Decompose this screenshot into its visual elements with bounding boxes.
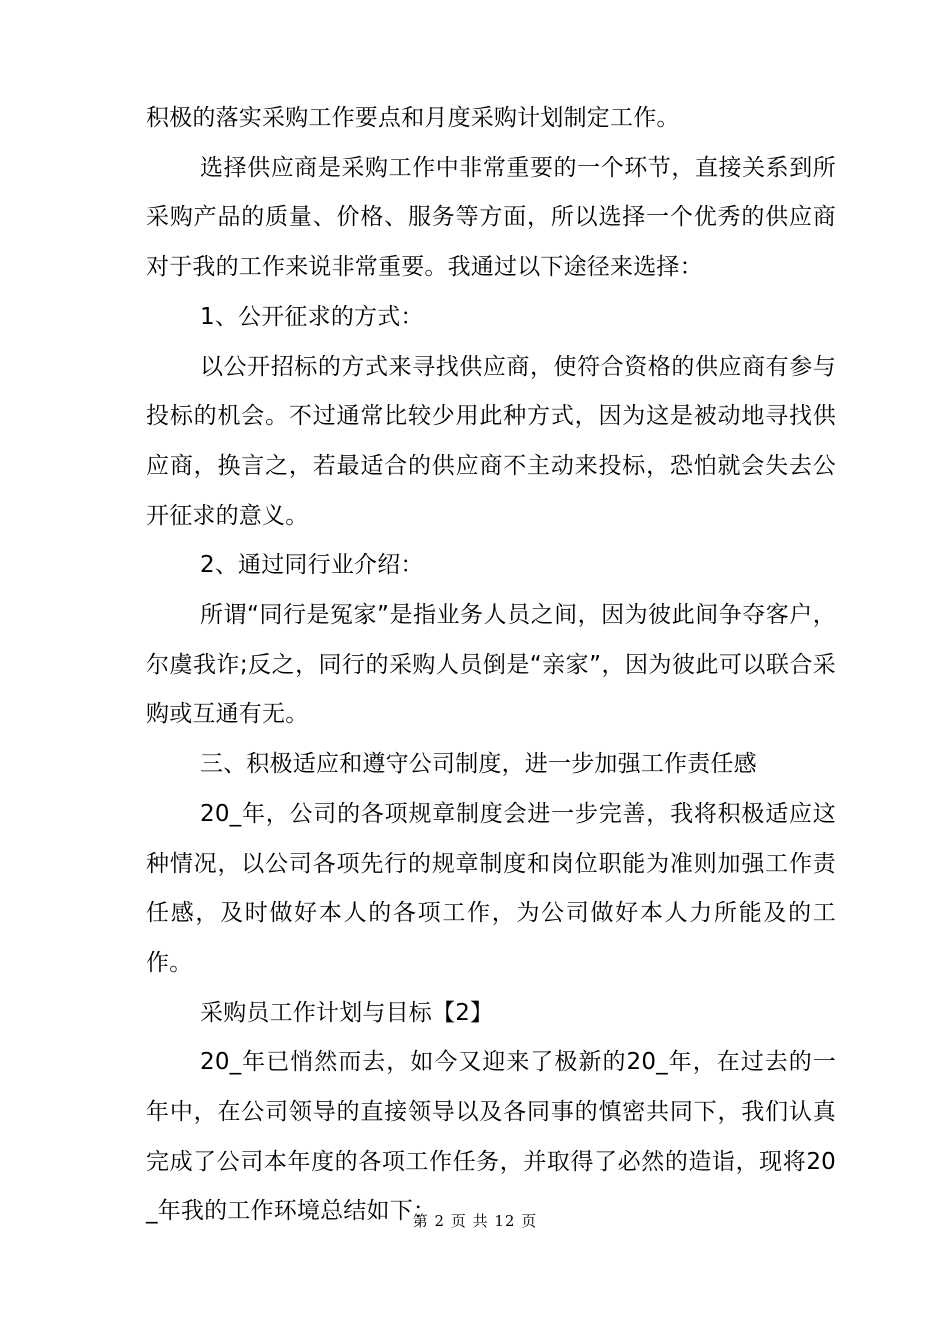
article-title: 采购员工作计划与目标【2】	[200, 999, 494, 1026]
paragraph: 选择供应商是采购工作中非常重要的一个环节，直接关系到所采购产品的质量、价格、服务等方面，所以选择一个优秀的供应商对于我的工作来说非常重要。我通过以下途径来选择：	[146, 154, 836, 281]
paragraph: 积极的落实采购工作要点和月度采购计划制定工作。	[146, 105, 680, 131]
paragraph: 20_年已悄然而去，如今又迎来了极新的20_年，在过去的一年中，在公司领导的直接领导以及各同事的慎密共同下，我们认真完成了公司本年度的各项工作任务，并取得了必然的造诣，现将20_年我的工作环境总结如下：	[146, 1049, 836, 1225]
paragraph: 20_年，公司的各项规章制度会进一步完善，我将积极适应这种情况，以公司各项先行的规章制度和岗位职能为准则加强工作责任感，及时做好本人的各项工作，为公司做好本人力所能及的工作。	[146, 800, 836, 976]
section-heading: 三、积极适应和遵守公司制度，进一步加强工作责任感	[200, 751, 757, 778]
page-number-footer: 第 2 页 共 12 页	[412, 1212, 538, 1230]
document-body	[146, 94, 836, 1237]
paragraph: 2、通过同行业介绍：	[200, 552, 424, 579]
paragraph: 所谓“同行是冤家”是指业务人员之间，因为彼此间争夺客户，尔虞我诈;反之，同行的采购人员倒是“亲家”，因为彼此可以联合采购或互通有无。	[146, 602, 836, 728]
paragraph: 1、公开征求的方式：	[200, 303, 424, 330]
paragraph: 以公开招标的方式来寻找供应商，使符合资格的供应商有参与投标的机会。不过通常比较少用此种方式，因为这是被动地寻找供应商，换言之，若最适合的供应商不主动来投标，恐怕就会失去公开征求的意义。	[146, 353, 836, 529]
